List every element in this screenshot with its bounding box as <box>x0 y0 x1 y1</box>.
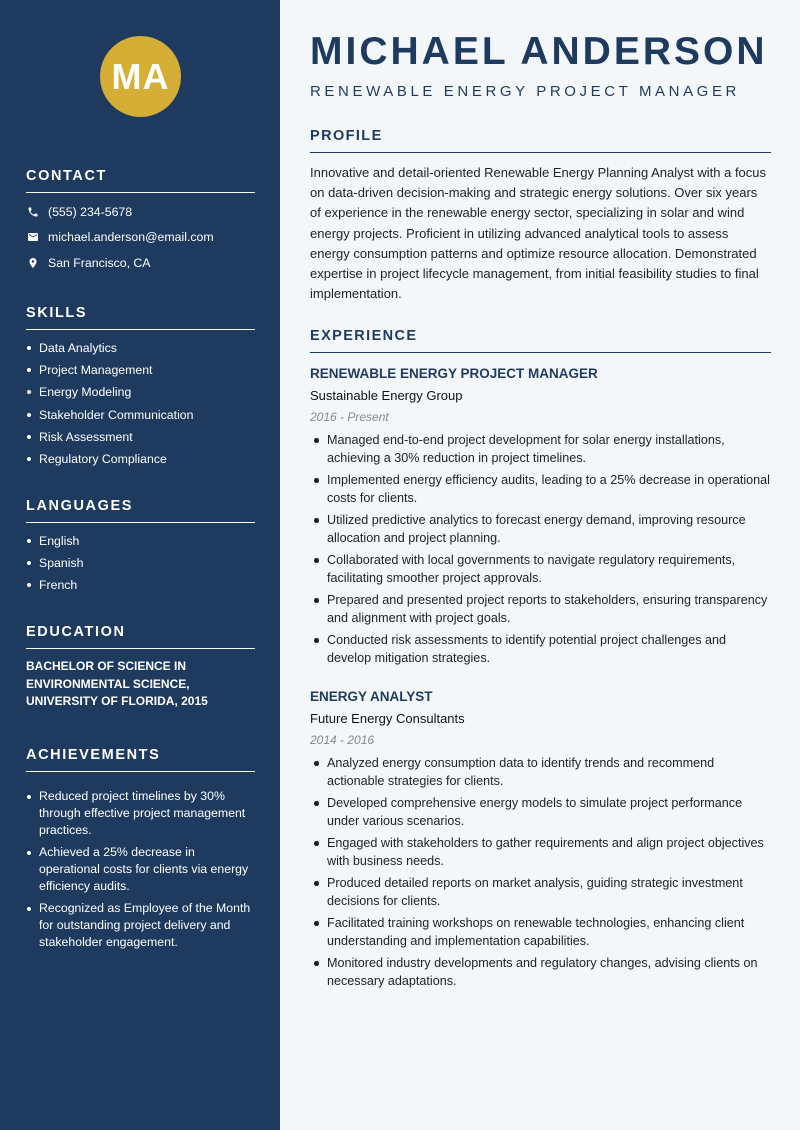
list-item: Spanish <box>26 552 255 574</box>
contact-section <box>26 168 255 276</box>
company-name: Sustainable Energy Group <box>310 388 463 403</box>
list-item: Collaborated with local governments to navigate regulatory requirements, facilitating smoother project approvals. <box>310 551 772 587</box>
list-item: Analyzed energy consumption data to identify trends and recommend actionable strategies for clients. <box>310 754 772 790</box>
avatar <box>100 36 181 117</box>
list-item: Engaged with stakeholders to gather requirements and align project objectives with business needs. <box>310 834 772 870</box>
list-item: Monitored industry developments and regulatory changes, advising clients on necessary adaptations. <box>310 954 772 990</box>
duties-list <box>310 431 772 667</box>
languages-list <box>26 530 255 597</box>
languages-heading: LANGUAGES <box>26 498 255 523</box>
list-item: English <box>26 530 255 552</box>
list-item: Energy Modeling <box>26 381 255 403</box>
page-title: MICHAEL ANDERSON <box>310 30 768 73</box>
list-item: Stakeholder Communication <box>26 404 255 426</box>
list-item: Recognized as Employee of the Month for outstanding project delivery and stakeholder engagement. <box>26 900 255 951</box>
list-item: Conducted risk assessments to identify potential project challenges and develop mitigation strategies. <box>310 631 772 667</box>
sidebar <box>0 0 280 1130</box>
job-dates: 2014 - 2016 <box>310 733 375 747</box>
list-item: Data Analytics <box>26 337 255 359</box>
phone-icon <box>26 205 40 219</box>
job-title: RENEWABLE ENERGY PROJECT MANAGER <box>310 366 598 381</box>
location-text: San Francisco, CA <box>48 255 151 270</box>
phone-text: (555) 234-5678 <box>48 204 133 219</box>
job-title: ENERGY ANALYST <box>310 689 433 704</box>
education-section <box>26 624 255 711</box>
job-role: RENEWABLE ENERGY PROJECT MANAGER <box>310 83 740 100</box>
duties-list <box>310 754 772 990</box>
job-entry-1 <box>310 363 772 671</box>
list-item: Project Management <box>26 359 255 381</box>
languages-section <box>26 498 255 597</box>
profile-text: Innovative and detail-oriented Renewable Energy Planning Analyst with a focus on data-driven decision-making and strategic energy solutions. Over six years of experience in the renewable energy sector, specializing in solar and wind energy projects. Proficient in utilizing advanced analytical tools to assess energy consumption patterns and optimize resource allocation. Demonstrated expertise in project lifecycle management, from initial feasibility studies to final implementation. <box>310 165 767 302</box>
list-item: Developed comprehensive energy models to simulate project performance under various scenarios. <box>310 794 772 830</box>
list-item: Regulatory Compliance <box>26 448 255 470</box>
list-item: Reduced project timelines by 30% through effective project management practices. <box>26 788 255 839</box>
contact-phone <box>26 199 255 225</box>
job-entry-2 <box>310 686 772 994</box>
skills-heading: SKILLS <box>26 305 255 330</box>
experience-heading: EXPERIENCE <box>310 328 771 353</box>
profile-heading: PROFILE <box>310 128 771 153</box>
job-dates: 2016 - Present <box>310 410 389 424</box>
achievements-section <box>26 747 255 956</box>
avatar-initials: MA <box>111 55 170 97</box>
education-heading: EDUCATION <box>26 624 255 649</box>
list-item: Achieved a 25% decrease in operational costs for clients via energy efficiency audits. <box>26 844 255 895</box>
contact-location <box>26 250 255 276</box>
achievements-heading: ACHIEVEMENTS <box>26 747 255 772</box>
list-item: Risk Assessment <box>26 426 255 448</box>
map-pin-icon <box>26 256 40 270</box>
skills-section <box>26 305 255 470</box>
list-item: Utilized predictive analytics to forecast energy demand, improving resource allocation and project planning. <box>310 511 772 547</box>
list-item: Produced detailed reports on market analysis, guiding strategic investment decisions for clients. <box>310 874 772 910</box>
email-text: michael.anderson@email.com <box>48 230 214 245</box>
list-item: Implemented energy efficiency audits, leading to a 25% decrease in operational costs for clients. <box>310 471 772 507</box>
list-item: Managed end-to-end project development for solar energy installations, achieving a 30% reduction in project timelines. <box>310 431 772 467</box>
list-item: Prepared and presented project reports to stakeholders, ensuring transparency and alignment with project goals. <box>310 591 772 627</box>
achievements-list <box>26 788 255 951</box>
education-degree: BACHELOR OF SCIENCE IN ENVIRONMENTAL SCIENCE, UNIVERSITY OF FLORIDA, 2015 <box>26 659 208 708</box>
skills-list <box>26 337 255 470</box>
contact-email <box>26 225 255 251</box>
list-item: French <box>26 574 255 596</box>
list-item: Facilitated training workshops on renewable technologies, enhancing client understanding and implementation capabilities. <box>310 914 772 950</box>
mail-icon <box>26 230 40 244</box>
contact-heading: CONTACT <box>26 168 255 193</box>
company-name: Future Energy Consultants <box>310 711 465 726</box>
